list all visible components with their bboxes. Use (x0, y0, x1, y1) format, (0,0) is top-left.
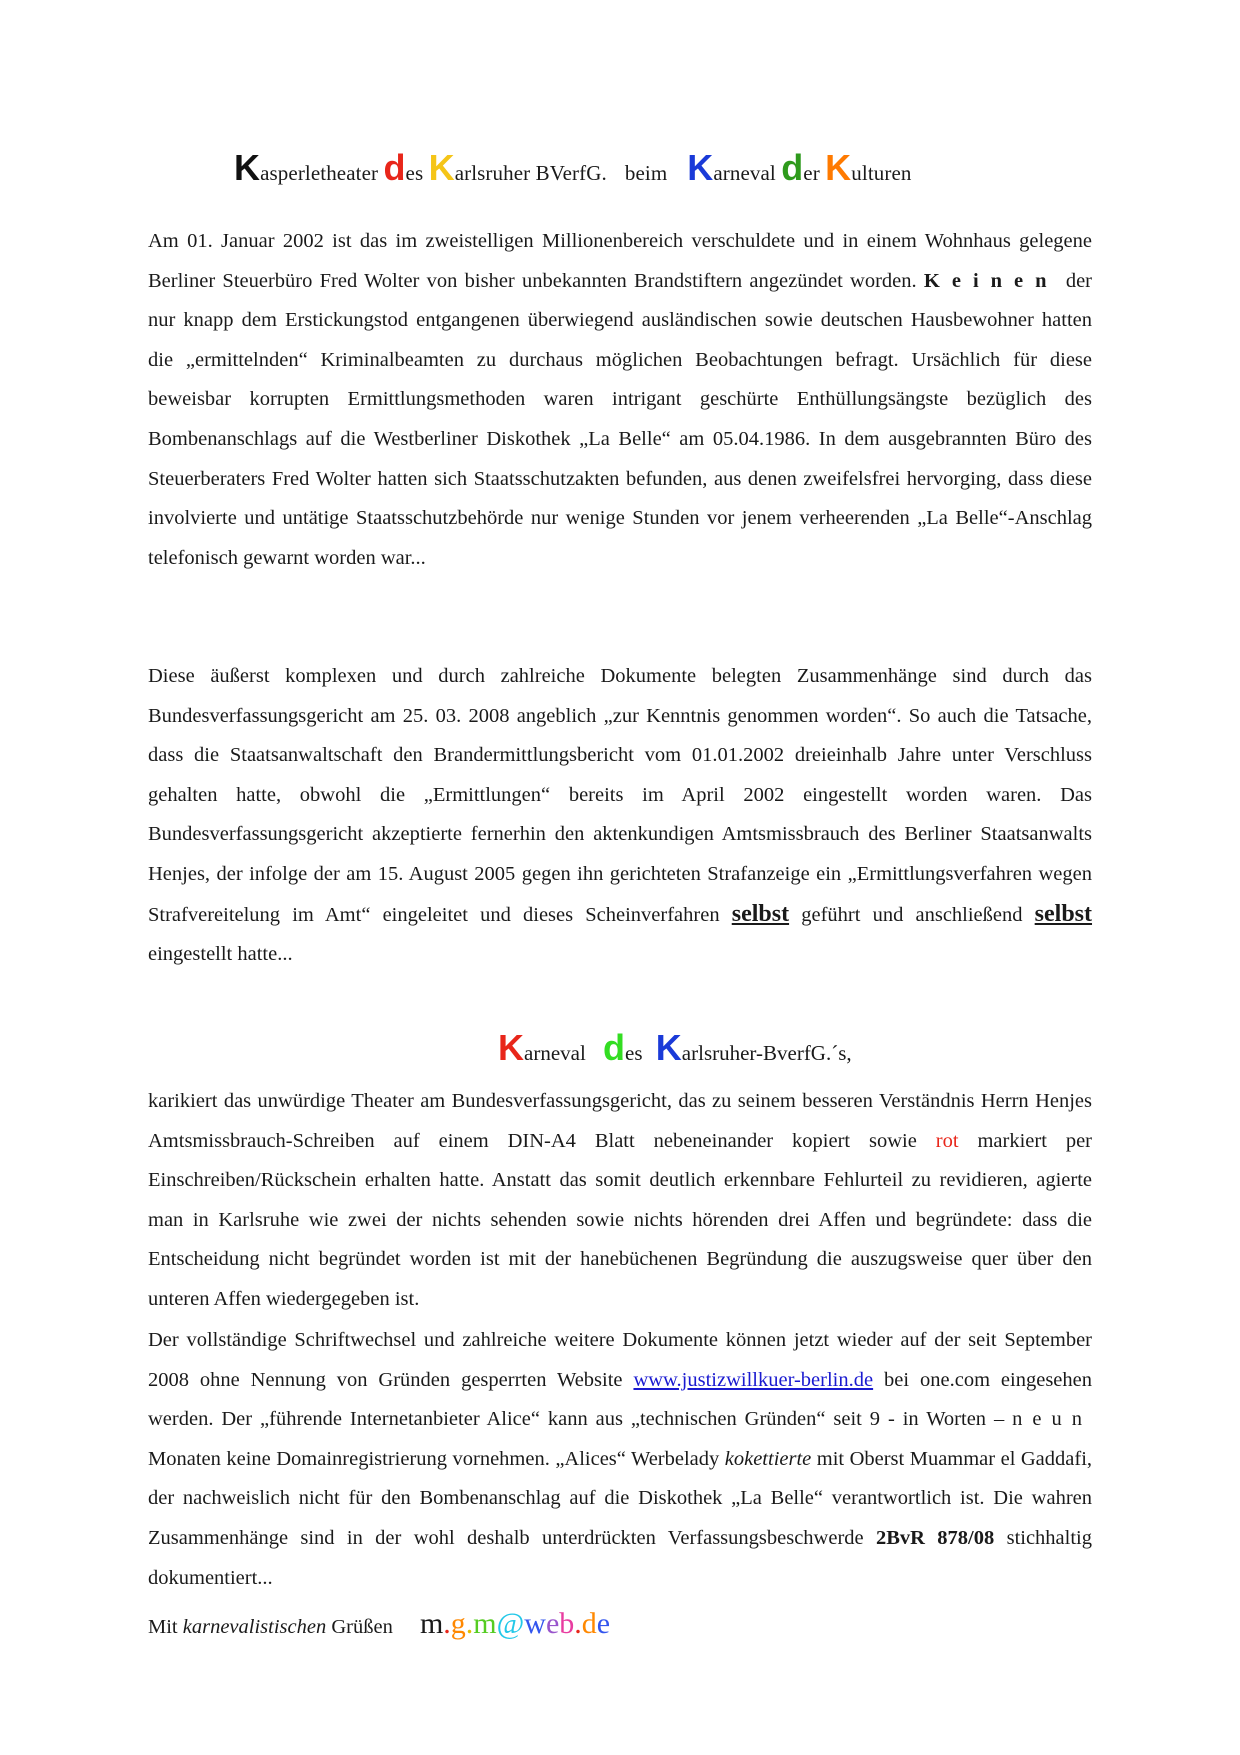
case-reference: 2BvR 878/08 (875, 1526, 995, 1549)
title2-part-1: Karneval (498, 1027, 592, 1068)
title1-part-6: der (781, 147, 826, 188)
spaced-emphasis-keinen: Keinen (923, 269, 1059, 292)
paragraph-4: Der vollständige Schriftwechsel und zahlreiche weitere Dokumente können jetzt wieder auf der seit September 2008 ohne Nennung von Gründen gesperrten Website www.justizwillkuer-berlin.de bei one.com eingesehen werden. Der „führende Internetanbieter Alice“ kann aus „technischen Gründen“ seit 9 - in Worten – neun Monaten keine Domainregistrierung vornehmen. „Alices“ Werbelady kokettierte mit Oberst Muammar el Gaddafi, der nachweislich nicht für den Bombenanschlag auf die Diskothek „La Belle“ verantwortlich ist. Die wahren Zusammenhänge sind in der wohl deshalb unterdrückten Verfassungsbeschwerde 2BvR 878/08 stichhaltig dokumentiert... (148, 1329, 1093, 1589)
title1-part-1: Kasperletheater (234, 147, 384, 188)
email-address[interactable]: m.g.m@web.de (419, 1607, 611, 1640)
heading-kasperletheater (234, 147, 912, 188)
paragraph-1: Am 01. Januar 2002 ist das im zweistelligen Millionenbereich verschuldete und in einem Wohnhaus gelegene Berliner Steuerbüro Fred Wolter von bisher unbekannten Brandstiftern angezündet worden. Keinen der nur knapp dem Erstickungstod entgangenen überwiegend ausländischen sowie deutschen Hausbewohner hatten die „ermittelnden“ Kriminalbeamten zu durchaus möglichen Beobachtungen befragt. Ursächlich für diese beweisbar korrupten Ermittlungsmethoden waren intrigant geschürte Enthüllungsängste bezüglich des Bombenanschlags auf die Westberliner Diskothek „La Belle“ am 05.04.1986. In dem ausgebrannten Büro des Steuerberaters Fred Wolter hatten sich Staatsschutzakten befunden, aus denen zweifelsfrei hervorging, dass diese involvierte und untätige Staatsschutzbehörde nur wenige Stunden vor jenem verheerenden „La Belle“-Anschlag telefonisch gewarnt worden war... (148, 230, 1093, 569)
paragraph-2: Diese äußerst komplexen und durch zahlreiche Dokumente belegten Zusammenhänge sind durch das Bundesverfassungsgericht am 25. 03. 2008 angeblich „zur Kenntnis genommen worden“. So auch die Tatsache, dass die Staatsanwaltschaft den Brandermittlungsbericht vom 01.01.2002 dreieinhalb Jahre unter Verschluss gehalten hatte, obwohl die „Ermittlungen“ bereits im April 2002 eingestellt worden waren. Das Bundesverfassungsgericht akzeptierte fernerhin den aktenkundigen Amtsmissbrauch des Berliner Staatsanwalts Henjes, der infolge der am 15. August 2005 gegen ihn gerichteten Strafanzeige ein „Ermittlungsverfahren wegen Strafvereitelung im Amt“ eingeleitet und dieses Scheinverfahren selbst geführt und anschließend selbst eingestellt hatte... (148, 665, 1093, 966)
heading-karneval (498, 1027, 852, 1068)
title1-part-2: des (383, 147, 429, 188)
title1-part-7: Kulturen (825, 147, 912, 188)
italic-kokettierte: kokettierte (724, 1447, 812, 1470)
red-word-rot: rot (935, 1129, 959, 1152)
title1-part-5: Karneval (687, 147, 782, 188)
spaced-word-neun: neun (1012, 1408, 1092, 1431)
emphasis-selbst-2: selbst (1034, 900, 1093, 927)
emphasis-selbst-1: selbst (731, 900, 790, 927)
paragraph-3: karikiert das unwürdige Theater am Bundesverfassungsgericht, das zu seinem besseren Verständnis Herrn Henjes Amtsmissbrauch-Schreiben auf einem DIN-A4 Blatt nebeneinander kopiert sowie rot markiert per Einschreiben/Rückschein erhalten hatte. Anstatt das somit deutlich erkennbare Fehlurteil zu revidieren, agierte man in Karlsruhe wie zwei der nichts sehenden sowie nichts hörenden drei Affen und begründete: dass die Entscheidung nicht begründet worden ist mit der hanebüchenen Begründung die auszugsweise quer über den unteren Affen wiedergegeben ist. (148, 1090, 1092, 1310)
title2-part-2: des (603, 1027, 648, 1068)
closing-line: Mit karnevalistischen Grüßen m.g.m@web.de (148, 1607, 611, 1640)
website-link[interactable]: www.justizwillkuer-berlin.de (633, 1368, 874, 1391)
title2-part-3: Karlsruher-BverfG.´s, (655, 1027, 852, 1068)
title1-part-3: Karlsruher BVerfG. (428, 147, 607, 188)
title1-mid: beim (624, 161, 668, 185)
